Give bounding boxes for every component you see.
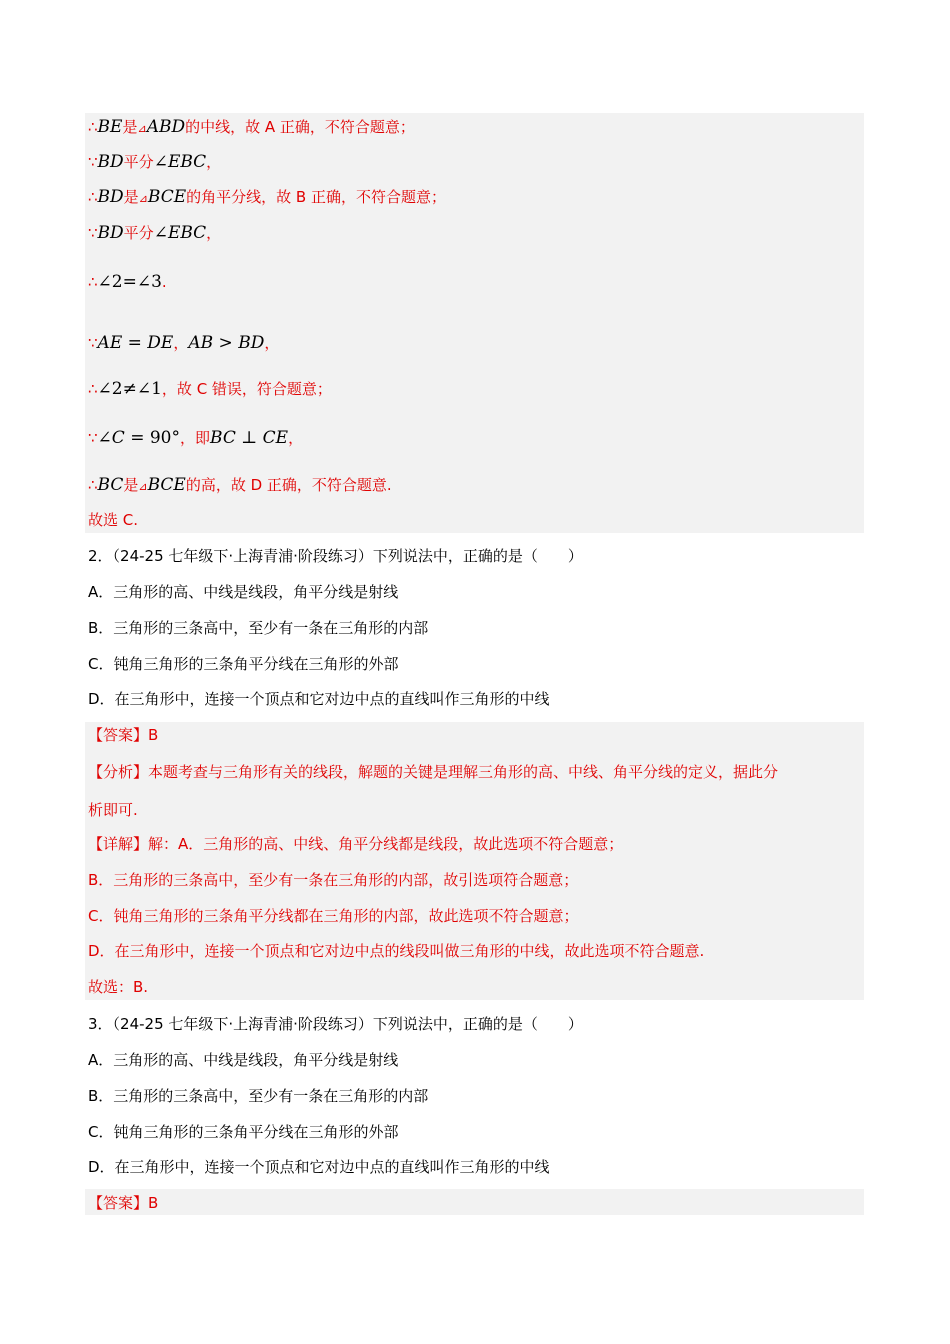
- q2-detail-line-2: B．三角形的三条高中，至少有一条在三角形的内部，故引选项符合题意；: [88, 871, 579, 889]
- q2-detail-line-1: 【详解】解：A．三角形的高、中线、角平分线都是线段，故此选项不符合题意；: [88, 835, 624, 853]
- solution-box-1: [85, 113, 864, 533]
- q2-option-b: B．三角形的三条高中，至少有一条在三角形的内部: [88, 619, 429, 637]
- q3-option-d: D．在三角形中，连接一个顶点和它对边中点的直线叫作三角形的中线: [88, 1158, 550, 1176]
- q2-option-d: D．在三角形中，连接一个顶点和它对边中点的直线叫作三角形的中线: [88, 690, 550, 708]
- solution-box-3: [85, 1189, 864, 1215]
- sol1-line-4: ∵BD平分∠EBC，: [88, 223, 222, 243]
- q2-answer: 【答案】B: [88, 726, 159, 744]
- q2-analysis-line-2: 析即可.: [88, 801, 138, 819]
- sol1-line-5: ∴∠2=∠3.: [88, 272, 167, 292]
- sol1-line-7: ∴∠2≠∠1，故 C 错误，符合题意；: [88, 379, 332, 399]
- q2-option-a: A．三角形的高、中线是线段，角平分线是射线: [88, 583, 399, 601]
- q2-detail-line-3: C．钝角三角形的三条角平分线都在三角形的内部，故此选项不符合题意；: [88, 907, 579, 925]
- q3-option-a: A．三角形的高、中线是线段，角平分线是射线: [88, 1051, 399, 1069]
- sol1-line-9: ∴BC是⊿BCE的高，故 D 正确，不符合题意.: [88, 475, 392, 495]
- q3-option-b: B．三角形的三条高中，至少有一条在三角形的内部: [88, 1087, 429, 1105]
- sol1-line-8: ∵∠C = 90°，即BC ⊥ CE，: [88, 428, 304, 448]
- q3-stem: 3．（24-25 七年级下·上海青浦·阶段练习）下列说法中，正确的是（ ）: [88, 1015, 583, 1033]
- sol1-line-3: ∴BD是⊿BCE的角平分线，故 B 正确，不符合题意；: [88, 187, 446, 207]
- q2-detail-line-4: D．在三角形中，连接一个顶点和它对边中点的线段叫做三角形的中线，故此选项不符合题意.: [88, 942, 705, 960]
- sol1-line-1: ∴BE是⊿ABD的中线，故 A 正确，不符合题意；: [88, 117, 415, 137]
- sol1-line-2: ∵BD平分∠EBC，: [88, 152, 222, 172]
- q3-answer: 【答案】B: [88, 1194, 159, 1212]
- q2-analysis-line-1: 【分析】本题考查与三角形有关的线段，解题的关键是理解三角形的高、中线、角平分线的定义，据此分: [88, 763, 779, 781]
- q3-option-c: C．钝角三角形的三条角平分线在三角形的外部: [88, 1123, 399, 1141]
- sol1-line-6: ∵AE = DE，AB > BD，: [88, 333, 280, 353]
- q2-conclusion: 故选：B.: [88, 978, 149, 996]
- q2-option-c: C．钝角三角形的三条角平分线在三角形的外部: [88, 655, 399, 673]
- q2-stem: 2．（24-25 七年级下·上海青浦·阶段练习）下列说法中，正确的是（ ）: [88, 547, 583, 565]
- sol1-conclusion: 故选 C.: [88, 511, 139, 529]
